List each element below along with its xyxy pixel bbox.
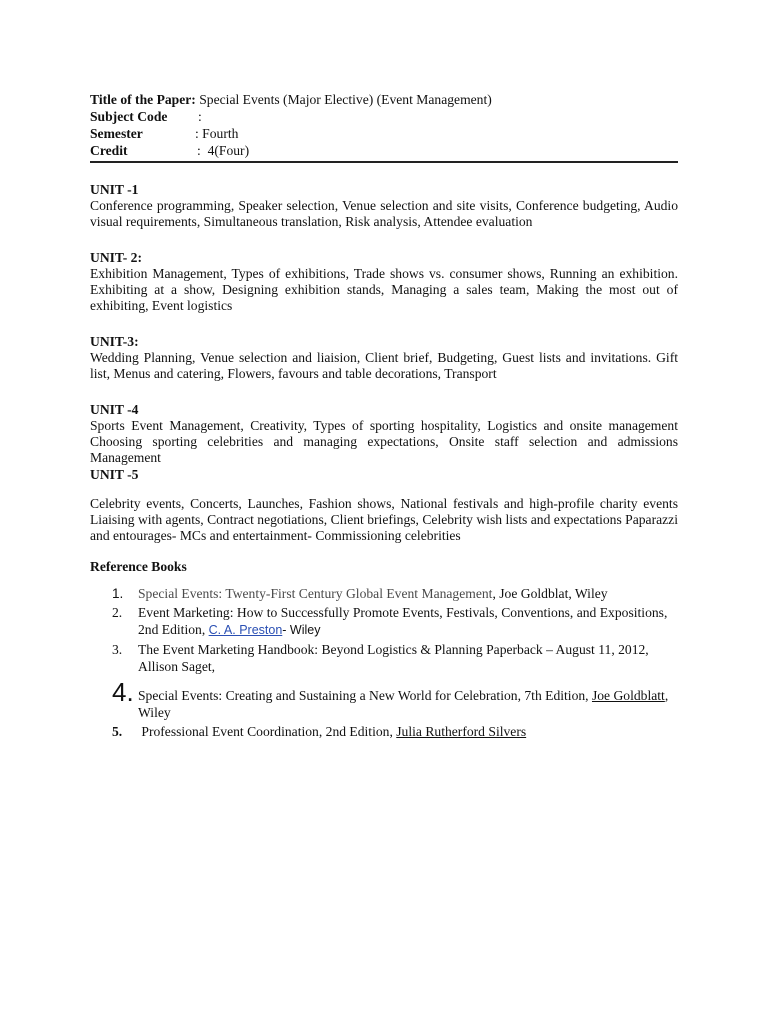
reference-title-part: Special Events: Creating and Sustaining a New World for Celebration, 7th Edition, bbox=[138, 688, 592, 703]
reference-number: 4. bbox=[112, 677, 134, 707]
reference-item-2 bbox=[90, 604, 678, 639]
credit-value: : 4(Four) bbox=[197, 143, 250, 158]
unit-1 bbox=[90, 181, 678, 230]
semester-value: : Fourth bbox=[195, 126, 239, 141]
reference-author-part: , Joe Goldblat, Wiley bbox=[492, 586, 608, 601]
title-row bbox=[90, 91, 678, 108]
reference-text bbox=[138, 604, 678, 639]
title-label: Title of the Paper: bbox=[90, 92, 196, 107]
reference-item-5 bbox=[90, 723, 678, 740]
unit-1-body: Conference programming, Speaker selection, Venue selection and site visits, Conference budgeting, Audio visual requirements, Simultaneous translation, Risk analysis, Attendee evaluation bbox=[90, 198, 678, 229]
unit-4-title: UNIT -4 bbox=[90, 402, 139, 417]
reference-number: 3. bbox=[112, 642, 123, 657]
unit-3-body: Wedding Planning, Venue selection and liaision, Client brief, Budgeting, Guest lists and invitations. Gift list, Menus and catering, Flowers, favours and table decorations, Transport bbox=[90, 350, 678, 381]
subject-code-label: Subject Code bbox=[90, 109, 168, 124]
title-value: Special Events (Major Elective) (Event Management) bbox=[195, 92, 492, 107]
unit-2-title: UNIT- 2: bbox=[90, 250, 142, 265]
reference-title-part: Special Events bbox=[138, 586, 219, 601]
paper-header bbox=[90, 91, 678, 163]
reference-item-4 bbox=[90, 677, 678, 721]
author-link-julia-rutherford-silvers[interactable]: Julia Rutherford Silvers bbox=[396, 724, 527, 739]
reference-publisher-part: - Wiley bbox=[282, 623, 321, 637]
author-link-joe-goldblatt[interactable]: Joe Goldblatt bbox=[591, 688, 665, 703]
reference-item-3 bbox=[90, 641, 678, 675]
reference-text bbox=[138, 681, 678, 721]
author-link-c-a-preston[interactable]: C. A. Preston bbox=[208, 623, 283, 637]
reference-number: 2. bbox=[112, 605, 123, 620]
unit-5 bbox=[90, 466, 678, 544]
reference-subtitle-part: : Twenty-First Century Global Event Management bbox=[218, 586, 493, 601]
reference-text bbox=[138, 585, 678, 602]
subject-code-row bbox=[90, 108, 678, 125]
unit-5-title: UNIT -5 bbox=[90, 467, 139, 482]
unit-4 bbox=[90, 401, 678, 466]
credit-label: Credit bbox=[90, 143, 128, 158]
reference-title-part: Event Marketing: How to Successfully Promote Events, Festivals, Conventions, and Expositions, 2nd Edition, bbox=[138, 605, 668, 637]
semester-row bbox=[90, 125, 678, 142]
reference-books-heading: Reference Books bbox=[90, 559, 187, 574]
reference-text bbox=[138, 723, 678, 740]
reference-list bbox=[90, 585, 678, 740]
document-content bbox=[90, 91, 678, 754]
unit-3 bbox=[90, 333, 678, 382]
semester-label: Semester bbox=[90, 126, 143, 141]
unit-2-body: Exhibition Management, Types of exhibitions, Trade shows vs. consumer shows, Running an exhibition. Exhibiting at a show, Designing exhibition stands, Managing a sales team, Making the most out of exhibiting, Event logistics bbox=[90, 266, 678, 313]
unit-2 bbox=[90, 249, 678, 314]
reference-number: 5. bbox=[112, 724, 123, 739]
subject-code-value: : bbox=[198, 109, 202, 124]
unit-4-body: Sports Event Management, Creativity, Types of sporting hospitality, Logistics and onsite management Choosing sporting celebrities and managing expectations, Onsite staff selection and admissions Management bbox=[90, 418, 678, 465]
credit-row bbox=[90, 142, 678, 159]
unit-5-body: Celebrity events, Concerts, Launches, Fashion shows, National festivals and high-profile charity events Liaising with agents, Contract negotiations, Client briefings, Celebrity wish lists and expectations Paparazzi and entourages- MCs and entertainment- Commissioning celebrities bbox=[90, 496, 678, 543]
reference-text: The Event Marketing Handbook: Beyond Logistics & Planning Paperback – August 11, 2012, Allison Saget, bbox=[138, 642, 649, 674]
reference-publisher-part: , Wiley bbox=[138, 688, 669, 720]
reference-title-part: Professional Event Coordination, 2nd Edition, bbox=[138, 724, 397, 739]
reference-item-1 bbox=[90, 585, 678, 602]
header-divider bbox=[90, 161, 678, 163]
reference-number: 1. bbox=[112, 586, 124, 601]
unit-1-title: UNIT -1 bbox=[90, 182, 139, 197]
unit-3-title: UNIT-3: bbox=[90, 334, 139, 349]
